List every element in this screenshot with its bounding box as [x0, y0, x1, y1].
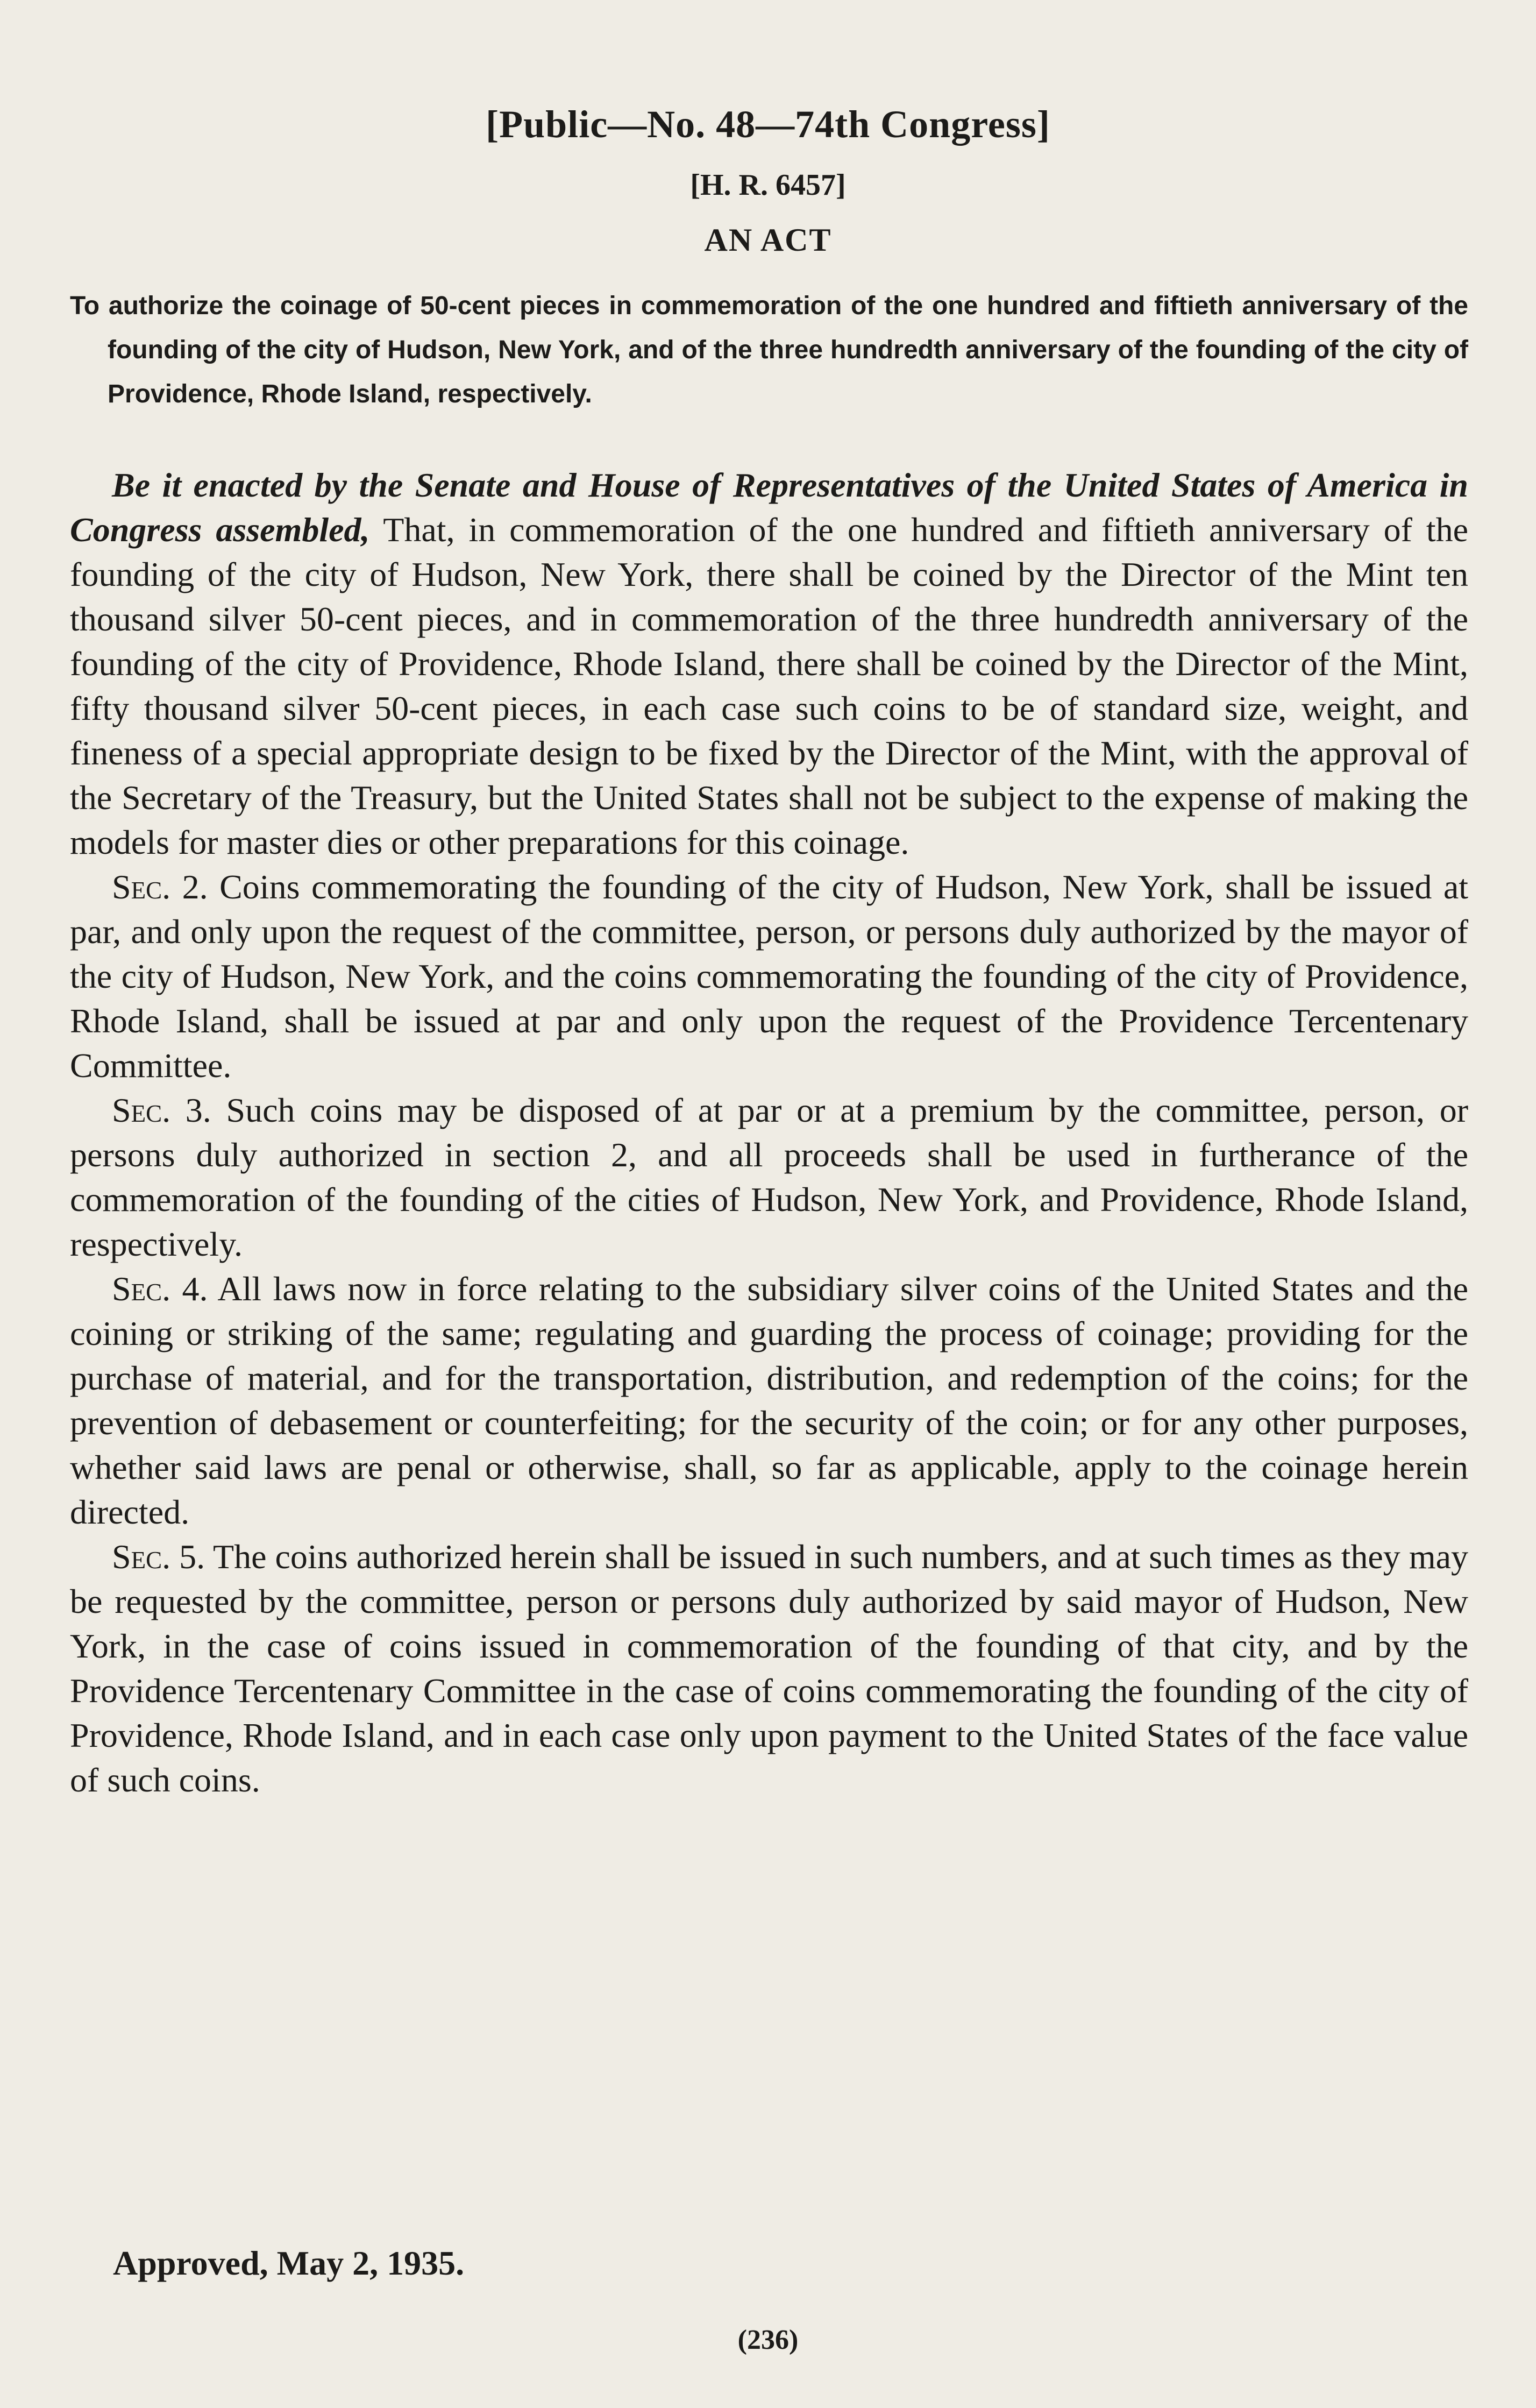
section-label: Sec. 3.	[112, 1091, 211, 1129]
section-1	[70, 463, 1468, 865]
act-purpose: To authorize the coinage of 50-cent pieces in commemoration of the one hundred and fiftieth anniversary of the founding of the city of Hudson, New York, and of the three hundredth anniversary of the founding of the city of Providence, Rhode Island, respectively.	[70, 292, 1468, 408]
act-body	[70, 463, 1468, 1802]
section-label: Sec. 2.	[112, 868, 208, 906]
section-5	[70, 1534, 1468, 1802]
section-text: Coins commemorating the founding of the city of Hudson, New York, shall be issued at par, and only upon the request of the committee, person, or persons duly authorized by the mayor of the city of Hudson, New York, and the coins commemorating the founding of the city of Providence, Rhode Island, shall be issued at par and only upon the request of the Providence Tercentenary Committee.	[70, 868, 1469, 1085]
page-number: (236)	[737, 2325, 799, 2355]
section-1-text: That, in commemoration of the one hundred and fiftieth anniversary of the founding of the city of Hudson, New York, there shall be coined by the Director of the Mint ten thousand silver 50-cent pieces, and in commemoration of the three hundredth anniversary of the founding of the city of Providence, Rhode Island, there shall be coined by the Director of the Mint, fifty thousand silver 50-cent pieces, in each case such coins to be of standard size, weight, and fineness of a special appropriate design to be fixed by the Director of the Mint, with the approval of the Secretary of the Treasury, but the United States shall not be subject to the expense of making the models for master dies or other preparations for this coinage.	[70, 511, 1469, 861]
law-designation: [Public—No. 48—74th Congress]	[486, 103, 1050, 146]
section-2	[70, 865, 1468, 1088]
section-label: Sec. 5.	[112, 1538, 205, 1576]
section-text: Such coins may be disposed of at par or at a premium by the committee, person, or persons duly authorized in section 2, and all proceeds shall be used in furtherance of the commemoration of the founding of the cities of Hudson, New York, and Providence, Rhode Island, respectively.	[70, 1091, 1469, 1263]
section-4	[70, 1266, 1468, 1534]
section-label: Sec. 4.	[112, 1270, 208, 1308]
section-3	[70, 1088, 1468, 1266]
section-text: The coins authorized herein shall be issued in such numbers, and at such times as they may be requested by the committee, person or persons duly authorized by said mayor of Hudson, New York, in the case of coins issued in commemoration of the founding of that city, and by the Providence Tercentenary Committee in the case of coins commemorating the founding of the city of Providence, Rhode Island, and in each case only upon payment to the United States of the face value of such coins.	[70, 1538, 1468, 1799]
enacting-clause: Be it enacted by the Senate and House of Representatives of the United States of America in Congress assembled,	[70, 466, 1468, 549]
approval-date: Approved, May 2, 1935.	[113, 2244, 465, 2282]
act-heading: AN ACT	[704, 222, 832, 258]
bill-number: [H. R. 6457]	[690, 168, 846, 202]
section-text: All laws now in force relating to the subsidiary silver coins of the United States and the coining or striking of the same; regulating and guarding the process of coinage; providing for the purchase of material, and for the transportation, distribution, and redemption of the coins; for the prevention of debasement or counterfeiting; for the security of the coin; or for any other purposes, whether said laws are penal or otherwise, shall, so far as applicable, apply to the coinage herein directed.	[70, 1270, 1468, 1531]
